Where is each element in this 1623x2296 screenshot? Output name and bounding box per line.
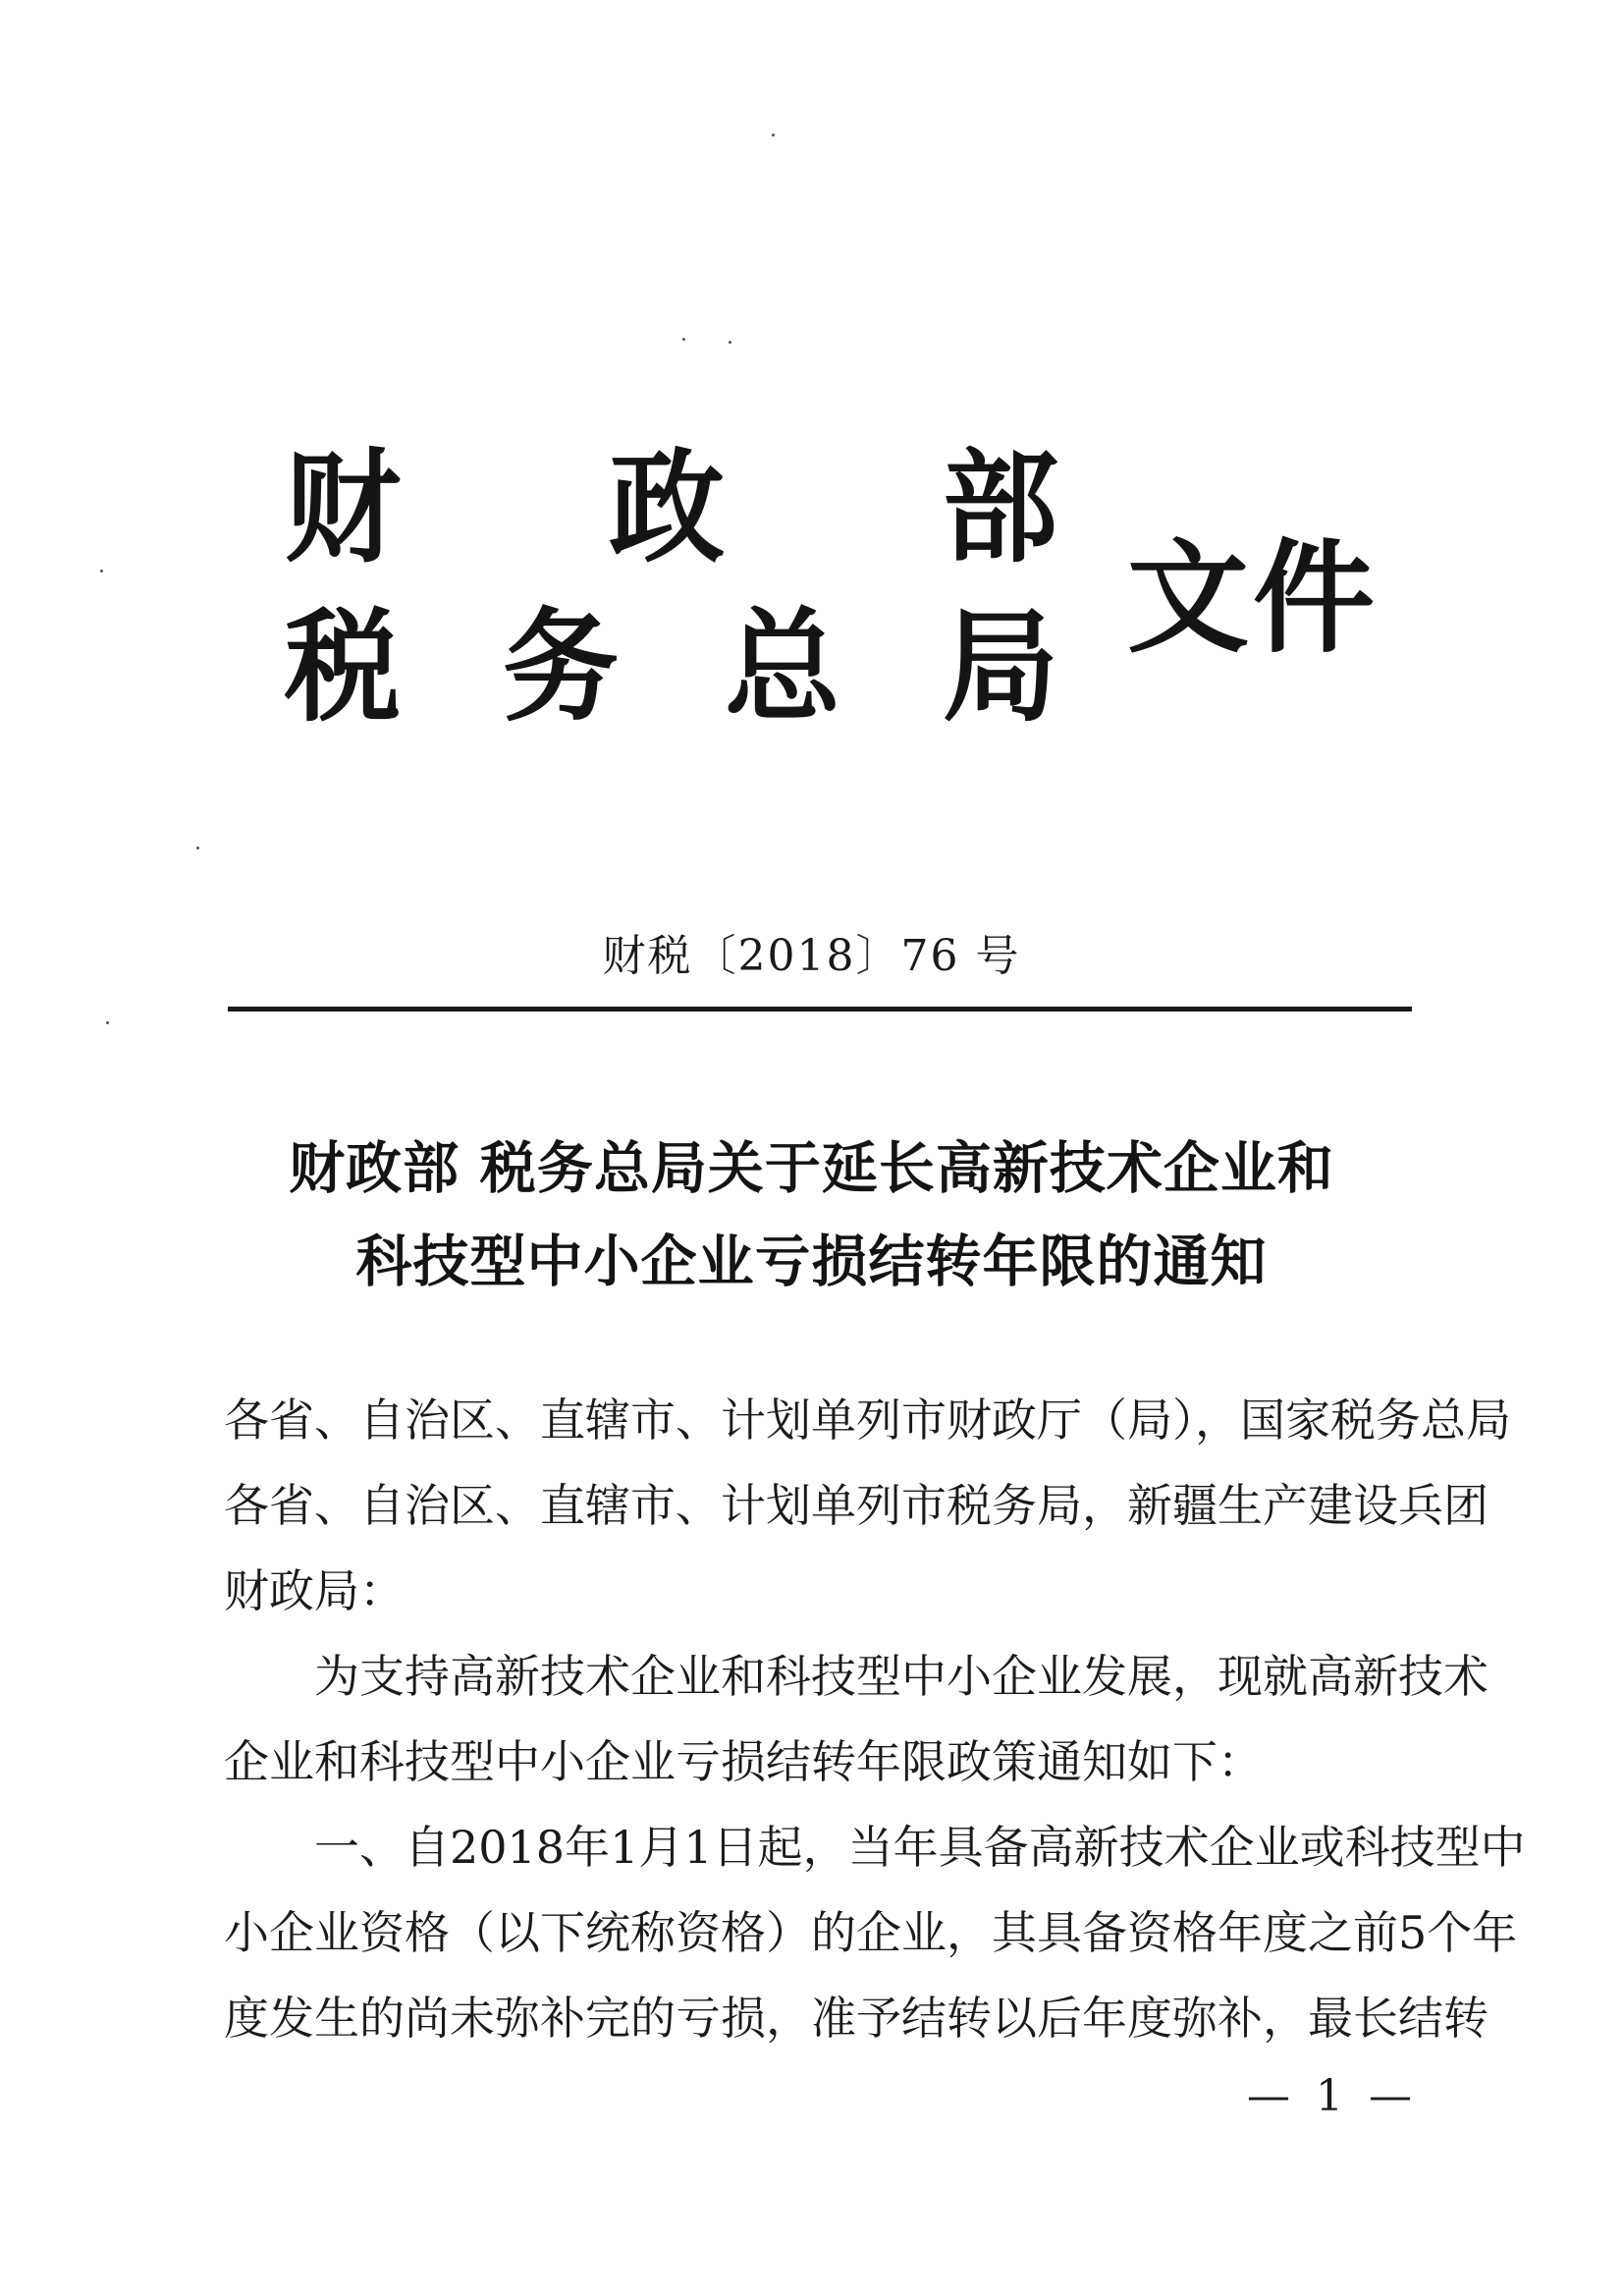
masthead-suffix-wenjian: 文件: [1127, 527, 1380, 670]
recipients-line-1: 各省、自治区、直辖市、计划单列市财政厅（局），国家税务总局: [224, 1394, 1511, 1447]
masthead-char-bu: 部: [943, 435, 1059, 579]
intro-line-1: 为支持高新技术企业和科技型中小企业发展，现就高新技术: [314, 1650, 1488, 1703]
item1-line-2: 小企业资格（以下统称资格）的企业，其具备资格年度之前5个年: [224, 1906, 1518, 1959]
item1-line-1: 一、自2018年1月1日起，当年具备高新技术企业或科技型中: [314, 1821, 1526, 1874]
document-number: 财税〔2018〕76 号: [602, 931, 1021, 981]
scan-speck: [100, 570, 103, 573]
scan-speck: [196, 847, 199, 849]
masthead-char-zheng: 政: [609, 435, 726, 579]
scan-speck: [729, 341, 731, 344]
page-number: — 1 —: [1247, 2071, 1418, 2121]
scan-speck: [772, 134, 775, 137]
masthead-char-wu: 务: [503, 594, 620, 738]
item1-line-3: 度发生的尚未弥补完的亏损，准予结转以后年度弥补，最长结转: [224, 1992, 1488, 2045]
document-title-line-2: 科技型中小企业亏损结转年限的通知: [355, 1230, 1268, 1294]
masthead-char-zong: 总: [725, 594, 841, 738]
scan-speck: [682, 338, 685, 341]
recipients-line-3: 财政局：: [224, 1564, 405, 1617]
intro-line-2: 企业和科技型中小企业亏损结转年限政策通知如下：: [224, 1735, 1263, 1788]
masthead-char-ju: 局: [943, 594, 1059, 738]
masthead-char-shui: 税: [285, 594, 402, 738]
masthead-char-cai: 财: [285, 435, 402, 579]
header-separator-rule: [228, 1007, 1412, 1011]
document-title-line-1: 财政部 税务总局关于延长高新技术企业和: [289, 1136, 1334, 1201]
scan-speck: [106, 1021, 109, 1024]
recipients-line-2: 各省、自治区、直辖市、计划单列市税务局，新疆生产建设兵团: [224, 1479, 1488, 1532]
